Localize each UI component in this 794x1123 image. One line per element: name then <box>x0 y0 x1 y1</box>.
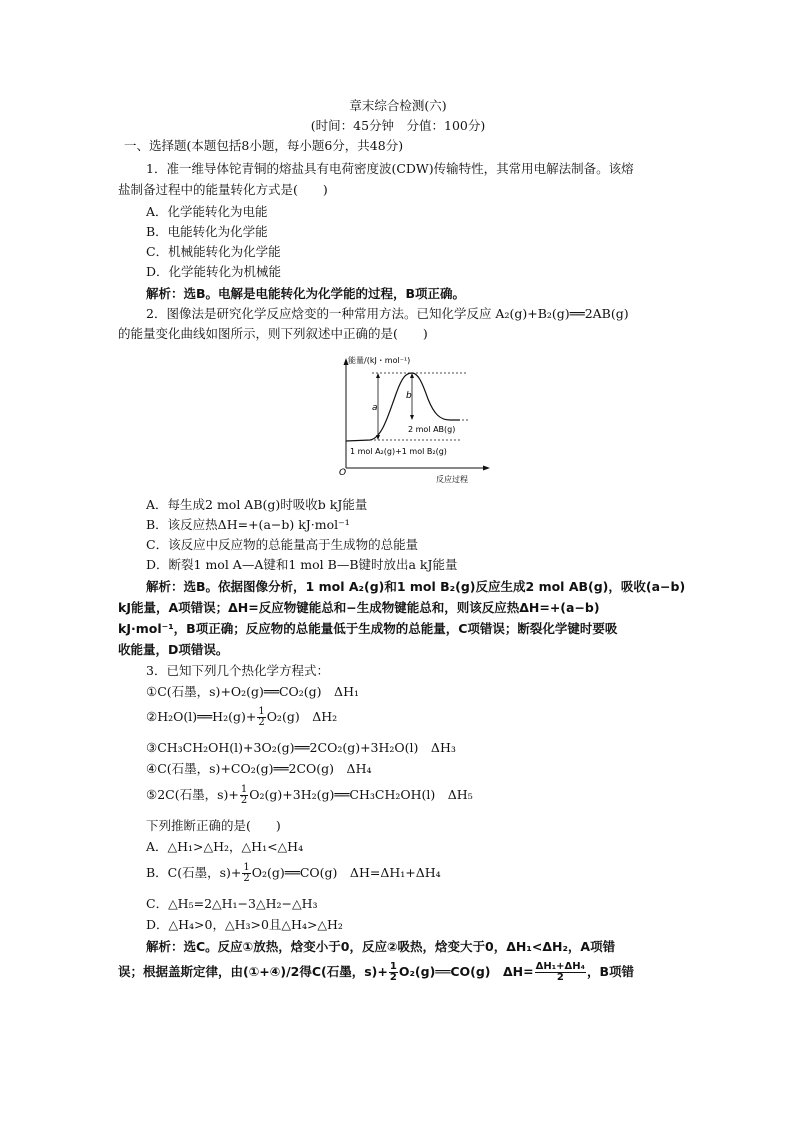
q3-equation-2 <box>146 707 337 728</box>
q2-option-d: D．断裂1 mol A—A键和1 mol B—B键时放出a kJ能量 <box>146 557 458 572</box>
x-axis-arrow <box>483 466 490 471</box>
fraction-half <box>257 707 265 728</box>
q1-analysis: 解析：选B。电解是电能转化为化学能的过程，B项正确。 <box>146 286 466 301</box>
a-arrow-head-top <box>376 373 380 378</box>
fraction-denominator: 2 <box>240 795 248 806</box>
page-subtitle: (时间：45分钟 分值：100分) <box>310 118 486 133</box>
reactant-label: 1 mol A₂(g)+1 mol B₂(g) <box>350 447 447 456</box>
fraction-denominator: 2 <box>258 717 265 728</box>
q1-option-c: C．机械能转化为化学能 <box>146 244 281 259</box>
q3-analysis-line2 <box>118 962 634 983</box>
fraction-numerator: 1 <box>243 862 250 873</box>
q3-option-b <box>146 863 441 884</box>
origin-label: O <box>339 468 347 478</box>
fraction-numerator: 1 <box>258 706 265 717</box>
q1-stem-line2: 盐制备过程中的能量转化方式是( ) <box>118 182 328 197</box>
label-a: a <box>372 403 378 413</box>
fraction-delta-h-denominator: 2 <box>556 972 564 983</box>
q1-option-b: B．电能转化为化学能 <box>146 224 268 239</box>
fraction-delta-h-numerator: ΔH₁+ΔH₄ <box>535 961 585 972</box>
q3-analysis2-left: 误；根据盖斯定律，由(①+④)/2得C(石墨，s)+ <box>118 964 388 979</box>
fraction-numerator: 1 <box>240 784 248 795</box>
q3-option-a: A．△H₁>△H₂，△H₁<△H₄ <box>146 839 304 854</box>
fraction-denominator: 2 <box>389 972 397 983</box>
a-arrow-head-bottom <box>376 435 380 440</box>
q3-b-right: O₂(g)══CO(g) ΔH=ΔH₁+ΔH₄ <box>251 865 441 880</box>
fraction-half <box>240 785 248 806</box>
q3-equation-5 <box>146 785 473 806</box>
eq5-right: O₂(g)+3H₂(g)══CH₃CH₂OH(l) ΔH₅ <box>249 787 473 802</box>
fraction-half <box>242 863 250 884</box>
q3-equation-3: ③CH₃CH₂OH(l)+3O₂(g)══2CO₂(g)+3H₂O(l) ΔH₃ <box>146 740 456 755</box>
q2-analysis-line4: 收能量，D项错误。 <box>118 642 229 657</box>
q2-option-c: C．该反应中反应物的总能量高于生成物的总能量 <box>146 537 419 552</box>
q3-analysis-line1: 解析：选C。反应①放热，焓变小于0，反应②吸热，焓变大于0，ΔH₁<ΔH₂，A项错 <box>146 939 616 954</box>
q3-analysis2-right: ，B项错 <box>586 964 635 979</box>
section-heading: 一、选择题(本题包括8小题，每小题6分，共48分) <box>124 138 404 153</box>
b-arrow-head-bottom <box>410 415 414 420</box>
q1-option-a: A．化学能转化为电能 <box>146 204 268 219</box>
eq5-left: ⑤2C(石墨，s)+ <box>146 787 239 802</box>
product-label: 2 mol AB(g) <box>408 425 456 434</box>
eq2-right: O₂(g) ΔH₂ <box>266 709 338 724</box>
q1-stem-line1: 1．准一维导体铊青铜的熔盐具有电荷密度波(CDW)传输特性，其常用电解法制备。该熔 <box>146 161 634 176</box>
q3-option-d: D．△H₄>0，△H₃>0且△H₄>△H₂ <box>146 917 343 932</box>
eq2-left: ②H₂O(l)══H₂(g)+ <box>146 709 257 724</box>
x-axis-label: 反应过程 <box>436 475 468 484</box>
q3-question: 下列推断正确的是( ) <box>146 818 281 833</box>
q3-equation-4: ④C(石墨，s)+CO₂(g)══2CO(g) ΔH₄ <box>146 761 372 776</box>
q3-option-c: C．△H₅=2△H₁−3△H₂−△H₃ <box>146 896 318 911</box>
q2-option-b: B．该反应热ΔH=+(a−b) kJ·mol⁻¹ <box>146 517 350 532</box>
q2-stem-line2: 的能量变化曲线如图所示，则下列叙述中正确的是( ) <box>118 326 428 341</box>
y-axis-label: 能量/(kJ・mol⁻¹) <box>348 356 411 365</box>
page-title: 章末综合检测(六) <box>349 98 447 113</box>
q3-analysis2-mid: O₂(g)══CO(g) ΔH= <box>398 964 534 979</box>
q3-b-left: B．C(石墨，s)+ <box>146 865 242 880</box>
q3-stem: 3．已知下列几个热化学方程式： <box>146 663 329 678</box>
fraction-delta-h <box>535 962 586 983</box>
q2-option-a: A．每生成2 mol AB(g)时吸收b kJ能量 <box>146 497 368 512</box>
q3-equation-1: ①C(石墨，s)+O₂(g)══CO₂(g) ΔH₁ <box>146 684 359 699</box>
label-b: b <box>406 391 412 401</box>
fraction-half <box>389 962 398 983</box>
q2-analysis-line2: kJ能量，A项错误；ΔH=反应物键能总和−生成物键能总和，则该反应热ΔH=+(a−b) <box>118 600 600 615</box>
q2-analysis-line1: 解析：选B。依据图像分析，1 mol A₂(g)和1 mol B₂(g)反应生成2 mol AB(g)，吸收(a−b) <box>146 579 686 594</box>
energy-diagram <box>328 354 498 486</box>
fraction-denominator: 2 <box>243 873 250 884</box>
fraction-numerator: 1 <box>389 961 397 972</box>
q2-analysis-line3: kJ·mol⁻¹，B项正确；反应物的总能量低于生成物的总能量，C项错误；断裂化学键时要吸 <box>118 621 618 636</box>
q1-option-d: D．化学能转化为机械能 <box>146 264 282 279</box>
q2-stem-line1: 2．图像法是研究化学反应焓变的一种常用方法。已知化学反应 A₂(g)+B₂(g)══2AB(g) <box>146 306 629 321</box>
